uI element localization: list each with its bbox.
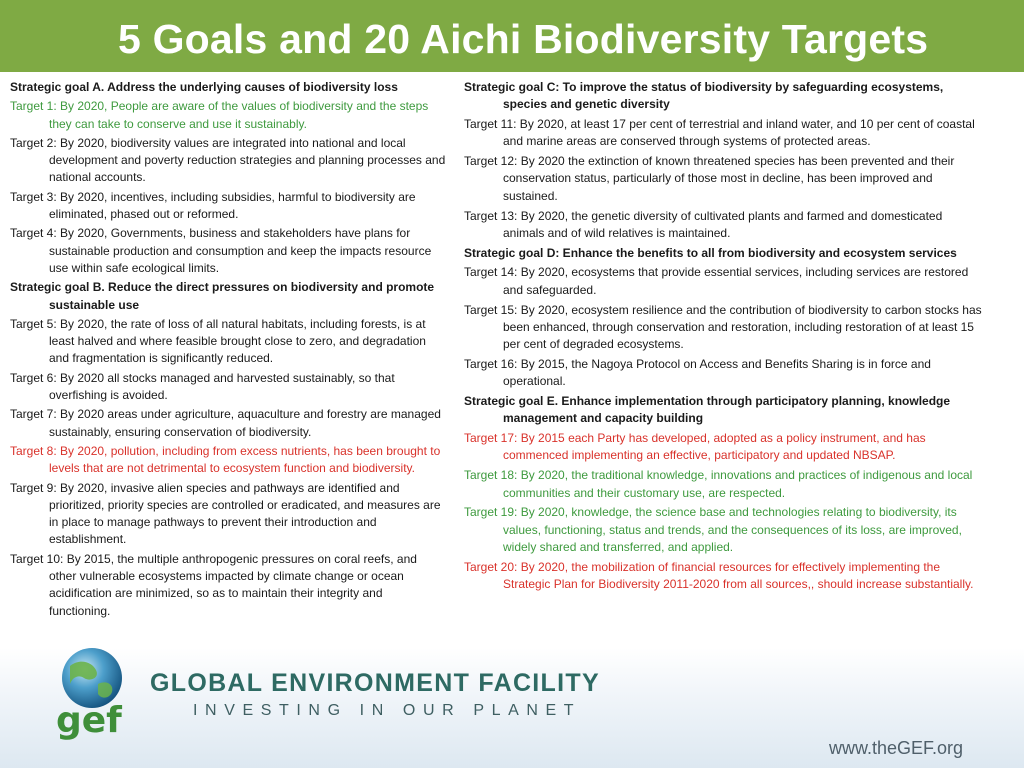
target-14: Target 14: By 2020, ecosystems that provide essential services, including services are restored and safeguarded. xyxy=(464,265,969,297)
target-12: Target 12: By 2020 the extinction of known threatened species has been prevented and their conservation status, particularly of those most in decline, has been improved and sustained. xyxy=(464,154,955,203)
target-1: Target 1: By 2020, People are aware of the values of biodiversity and the steps they can take to conserve and use it sustainably. xyxy=(10,99,429,131)
target-3: Target 3: By 2020, incentives, including subsidies, harmful to biodiversity are eliminated, phased out or reformed. xyxy=(10,189,416,222)
target-10: Target 10: By 2015, the multiple anthropogenic pressures on coral reefs, and other vulnerable ecosystems impacted by climate change or ocean acidification are minimized, so as to maintain their integrity and functioning. xyxy=(10,551,417,618)
target-17: Target 17: By 2015 each Party has developed, adopted as a policy instrument, and has commenced implementing an effective, participatory and updated NBSAP. xyxy=(464,431,926,463)
logo-text: gef xyxy=(56,700,122,741)
target-16: Target 16: By 2015, the Nagoya Protocol on Access and Benefits Sharing is in force and operational. xyxy=(464,356,931,389)
right-column xyxy=(464,79,984,596)
target-13: Target 13: By 2020, the genetic diversity of cultivated plants and farmed and domesticated animals and of wild relatives is maintained. xyxy=(464,208,943,240)
target-2: Target 2: By 2020, biodiversity values are integrated into national and local development and poverty reduction strategies and planning processes and national accounts. xyxy=(10,135,446,185)
target-18: Target 18: By 2020, the traditional knowledge, innovations and practices of indigenous and local communities and their customary use, are respected. xyxy=(464,468,973,500)
goal-b-heading: Strategic goal B. Reduce the direct pressures on biodiversity and promote sustainable use xyxy=(10,280,435,312)
target-7: Target 7: By 2020 areas under agriculture, aquaculture and forestry are managed sustainably, ensuring conservation of biodiversity. xyxy=(10,407,441,439)
gef-logo xyxy=(40,644,130,744)
target-6: Target 6: By 2020 all stocks managed and harvested sustainably, so that overfishing is avoided. xyxy=(10,370,395,403)
website-link[interactable]: www.theGEF.org xyxy=(829,738,964,758)
title-bar xyxy=(0,0,1024,72)
target-5: Target 5: By 2020, the rate of loss of all natural habitats, including forests, is at least halved and where feasible brought close to zero, and degradation and fragmentation is significantly reduced. xyxy=(10,316,426,366)
page-title: 5 Goals and 20 Aichi Biodiversity Targets xyxy=(118,16,929,62)
tagline: INVESTING IN OUR PLANET xyxy=(193,702,582,719)
target-19: Target 19: By 2020, knowledge, the science base and technologies relating to biodiversity, its values, functioning, status and trends, and the consequences of its loss, are improved, widely shared and transferred, and applied. xyxy=(464,505,962,554)
org-name: GLOBAL ENVIRONMENT FACILITY xyxy=(150,669,600,697)
target-8: Target 8: By 2020, pollution, including from excess nutrients, has been brought to levels that are not detrimental to ecosystem function and biodiversity. xyxy=(10,443,441,476)
left-column xyxy=(10,79,446,622)
goal-a-heading: Strategic goal A. Address the underlying causes of biodiversity loss xyxy=(10,80,398,94)
goal-c-heading: Strategic goal C: To improve the status of biodiversity by safeguarding ecosystems, species and genetic diversity xyxy=(464,80,944,112)
target-15: Target 15: By 2020, ecosystem resilience and the contribution of biodiversity to carbon stocks has been enhanced, through conservation and restoration, including restoration of at least 15 per cent of degraded ecosystems. xyxy=(464,302,982,352)
target-20: Target 20: By 2020, the mobilization of financial resources for effectively implementing the Strategic Plan for Biodiversity 2011-2020 from all sources,, should increase substantially. xyxy=(464,559,974,592)
goal-e-heading: Strategic goal E. Enhance implementation through participatory planning, knowledge management and capacity building xyxy=(464,394,951,426)
target-11: Target 11: By 2020, at least 17 per cent of terrestrial and inland water, and 10 per cent of coastal and marine areas are conserved through systems of protected areas. xyxy=(464,117,975,149)
goal-d-heading: Strategic goal D: Enhance the benefits to all from biodiversity and ecosystem services xyxy=(464,245,957,260)
target-9: Target 9: By 2020, invasive alien species and pathways are identified and prioritized, priority species are controlled or eradicated, and measures are in place to manage pathways to prevent their introduction and establishment. xyxy=(10,480,441,547)
target-4: Target 4: By 2020, Governments, business and stakeholders have plans for sustainable production and consumption and keep the impacts resource use within safe ecological limits. xyxy=(10,226,432,275)
